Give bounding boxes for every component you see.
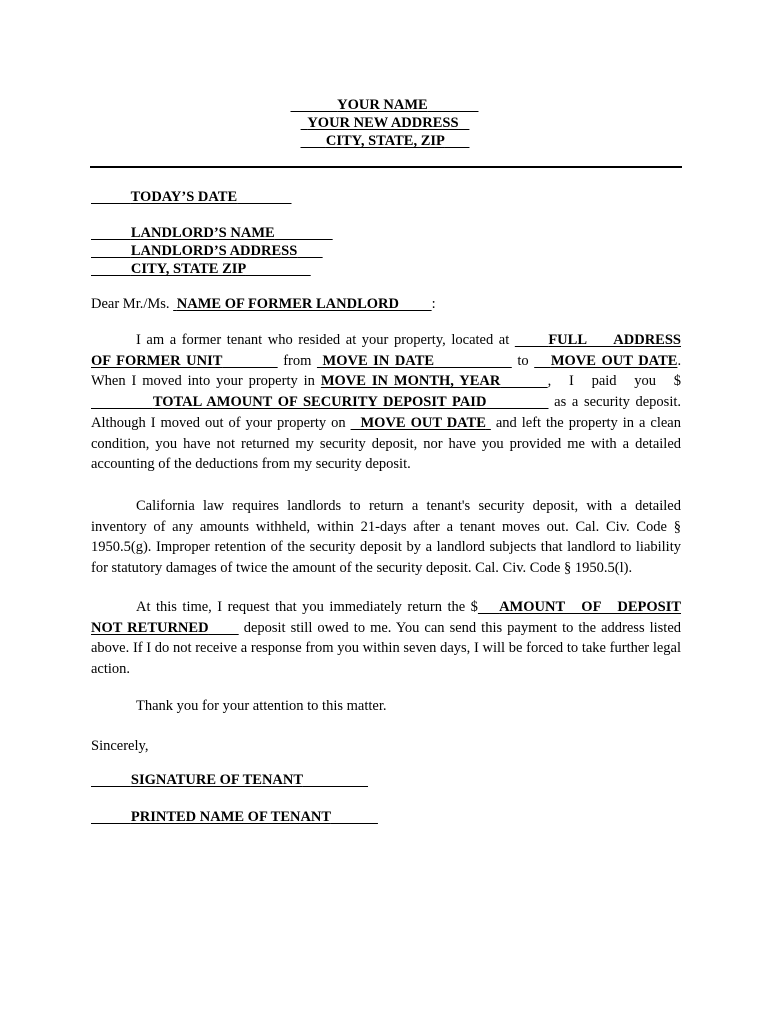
- closing: Sincerely,: [91, 738, 149, 754]
- salutation: Dear Mr./Ms. NAME OF FORMER LANDLORD :: [91, 296, 436, 312]
- signature-line: SIGNATURE OF TENANT: [130, 772, 303, 788]
- paragraph-california-law: California law requires landlords to return a tenant's security deposit, with a detailed inventory of any amounts withheld, within 21-days after a tenant moves out. Cal. Civ. Code § 1950.5(g). Improper retention of the security deposit by a landlord subjects that landlord to liability for statutory damages of twice the amount of the security deposit. Cal. Civ. Code § 1950.5(l).: [91, 498, 681, 577]
- sender-city-state-zip: CITY, STATE, ZIP: [325, 133, 445, 149]
- printed-name-line: PRINTED NAME OF TENANT: [130, 809, 331, 825]
- thanks-line: Thank you for your attention to this matter.: [136, 698, 387, 714]
- landlord-address: LANDLORD’S ADDRESS: [130, 243, 298, 259]
- letter-date: TODAY’S DATE: [130, 189, 238, 205]
- paragraph-tenancy: I am a former tenant who resided at your property, located at FULL ADDRESS OF FORMER UNIT from MOVE IN DATE to MOVE OUT DATE. When I moved into your property in MOVE IN MONTH, YEAR , I paid you $ TOTAL AMOUNT OF SECURITY DEPOSIT PAID as a security deposit. Although I moved out of your property on MOVE OUT DATE and left the property in a clean condition, you have not returned my security deposit, nor have you provided me with a detailed accounting of the deductions from my security deposit.: [91, 332, 682, 473]
- header-divider: [90, 166, 682, 168]
- sender-address: YOUR NEW ADDRESS: [307, 115, 459, 131]
- landlord-name: LANDLORD’S NAME: [130, 225, 275, 241]
- paragraph-request: At this time, I request that you immediately return the $ AMOUNT OF DEPOSIT NOT RETURNED deposit still owed to me. You can send this payment to the address listed above. If I do not receive a response from you within seven days, I will be forced to take further legal action.: [91, 599, 682, 678]
- sender-name: YOUR NAME: [337, 97, 428, 113]
- landlord-city-state-zip: CITY, STATE ZIP: [130, 261, 246, 277]
